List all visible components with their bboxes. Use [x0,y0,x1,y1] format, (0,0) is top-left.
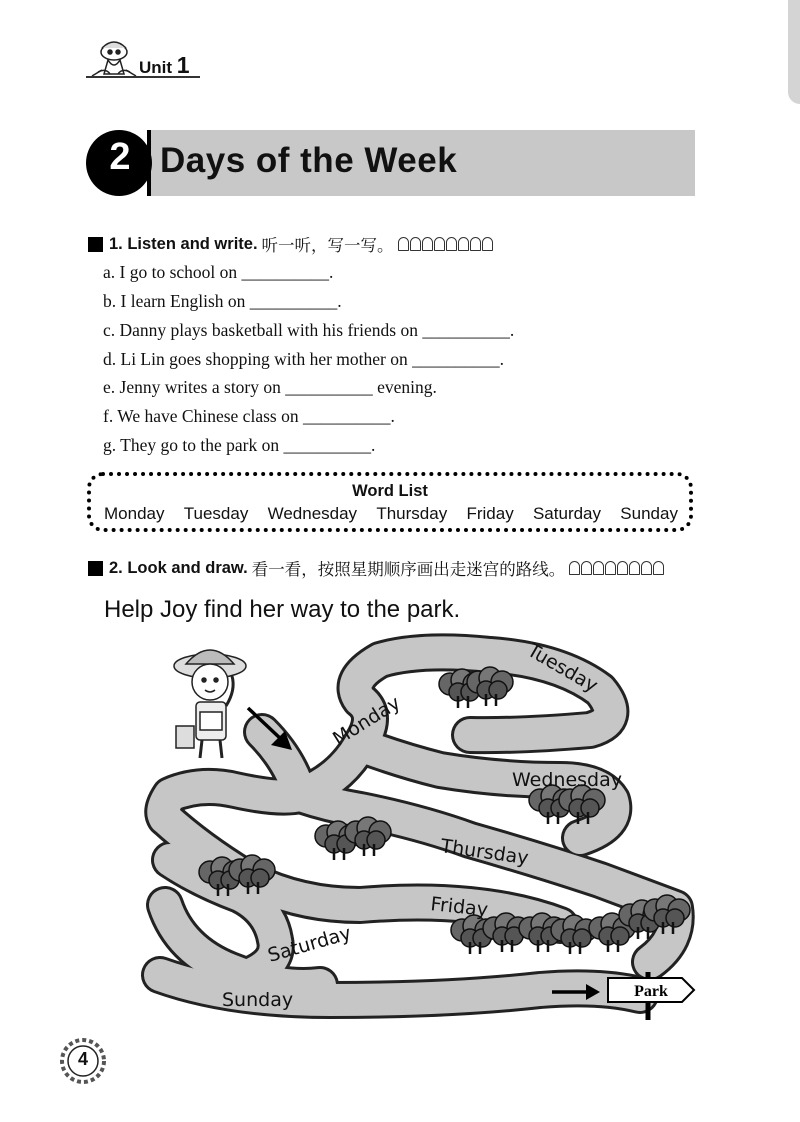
word-saturday: Saturday [532,504,602,523]
sentence-a: a. I go to school on __________. [103,262,334,282]
word-list [104,504,678,524]
page-number: 4 [77,1049,88,1069]
sentence-b: b. I learn English on __________. [103,291,342,311]
page-edge-tab [788,0,800,104]
word-sunday: Sunday [620,504,678,523]
title-number: 2 [109,136,131,178]
maze-label-tuesday: Tuesday [523,639,602,697]
maze-label-friday: Friday [429,893,490,921]
maze-paths [160,652,676,1000]
word-monday: Monday [104,504,165,523]
word-thursday: Thursday [376,504,448,523]
page-title: Days of the Week [160,141,458,180]
maze-label-wednesday: Wednesday [512,769,623,791]
sentence-d: d. Li Lin goes shopping with her mother on __________. [103,349,505,369]
word-wednesday: Wednesday [267,504,358,523]
maze-illustration [0,620,800,1040]
sentence-c: c. Danny plays basketball with his friends on __________. [103,320,515,340]
section1-label: 1. Listen and write. [109,234,258,253]
section2-label: 2. Look and draw. [109,558,248,577]
maze-prompt: Help Joy find her way to the park. [104,596,461,623]
sentence-g: g. They go to the park on __________. [103,435,376,455]
section1-heading [88,232,493,256]
word-tuesday: Tuesday [183,504,249,523]
sentence-e: e. Jenny writes a story on __________ evening. [103,377,437,397]
word-list-title: Word List [352,482,428,500]
sentence-f: f. We have Chinese class on __________. [103,406,395,426]
section2-heading [88,556,664,580]
difficulty-icon [398,237,493,251]
unit-number: 1 [176,52,190,78]
square-bullet-icon [88,561,103,576]
word-friday: Friday [466,504,514,523]
maze-label-saturday: Saturday [265,922,354,967]
section1-instruction: 听一听，写一写。 [261,237,394,255]
park-sign-text: Park [634,983,668,1000]
section2-instruction: 看一看，按照星期顺序画出走迷宫的路线。 [251,561,566,579]
girl-joy-icon [174,650,246,758]
square-bullet-icon [88,237,103,252]
difficulty-icon [569,561,664,575]
maze-label-thursday: Thursday [439,835,530,870]
unit-label: Unit 1 [139,52,190,78]
maze-label-monday: Monday [328,691,405,751]
maze-label-sunday: Sunday [222,989,294,1011]
